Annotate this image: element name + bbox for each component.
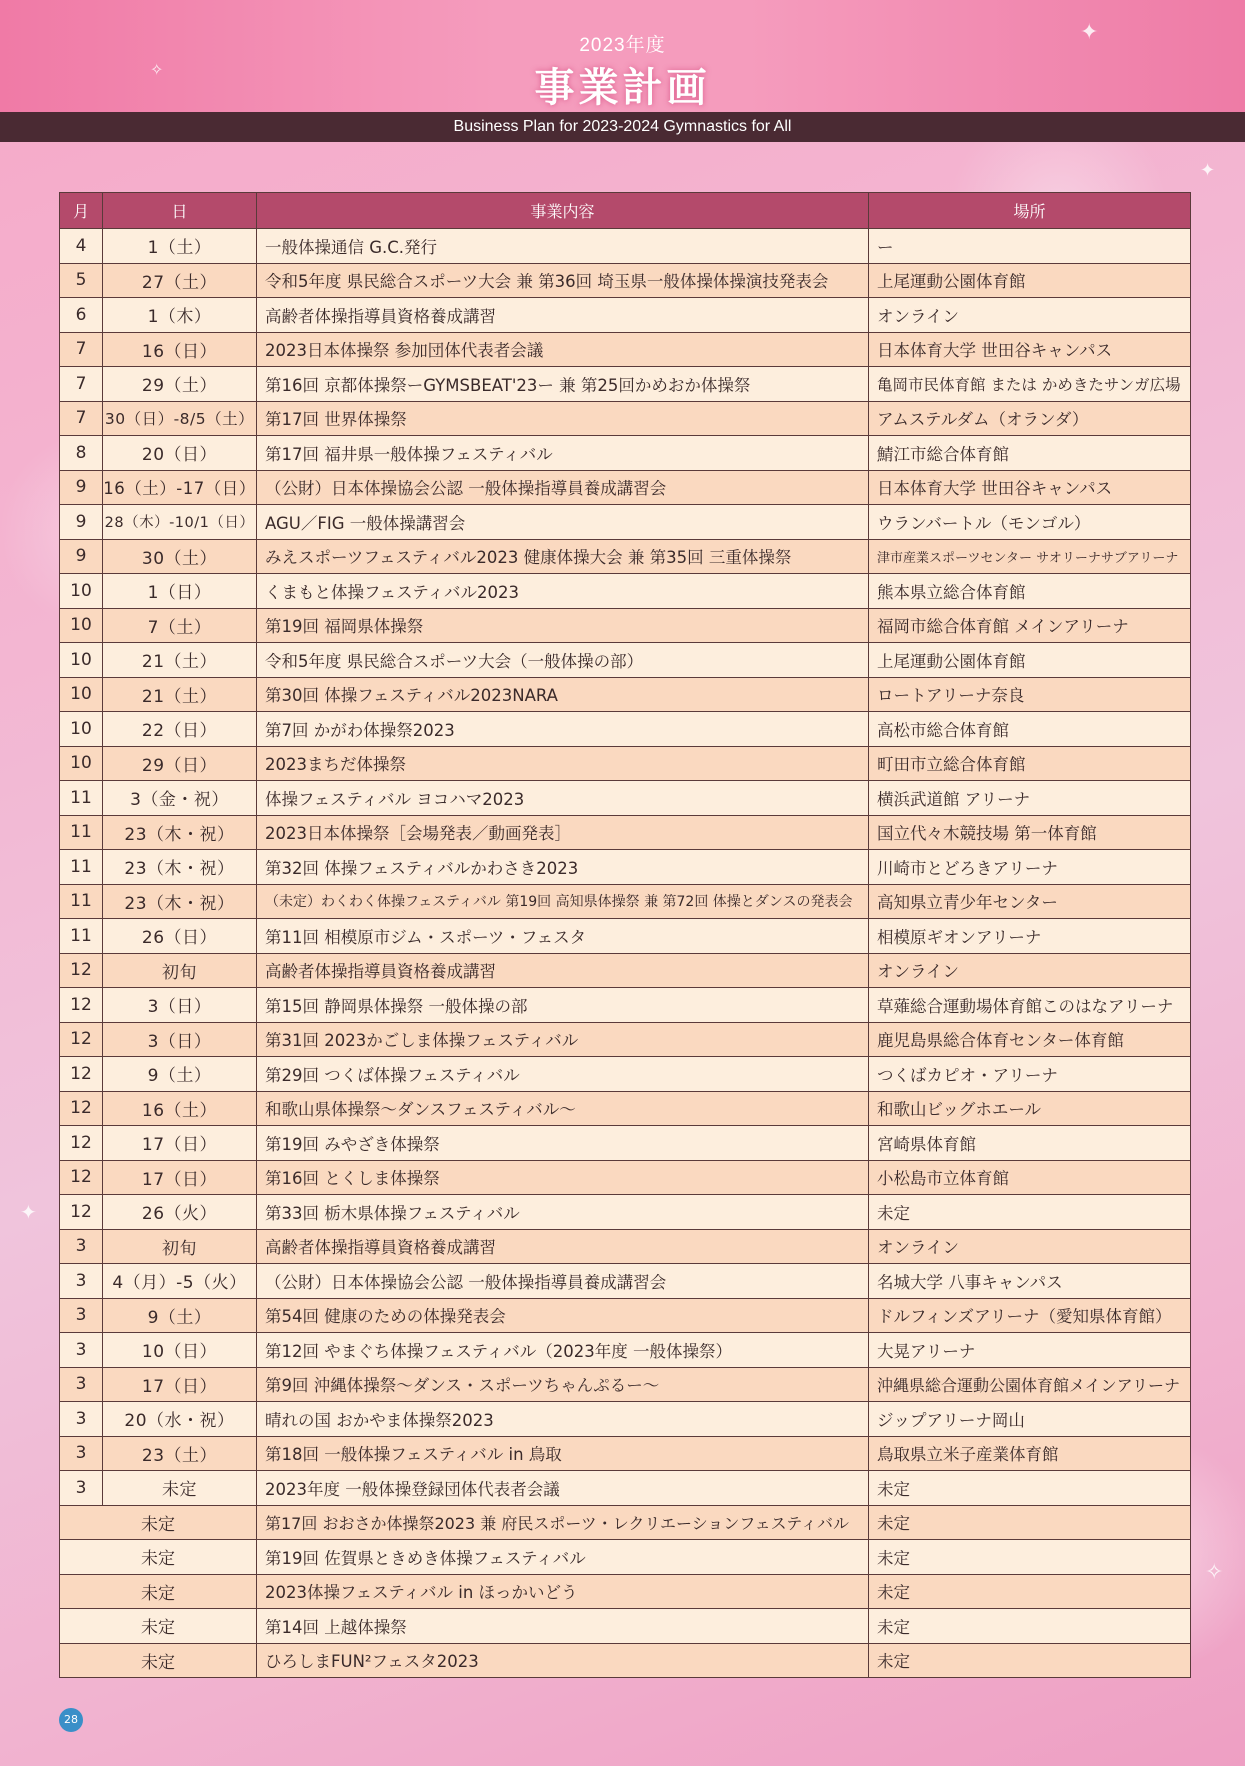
cell-day: 3（金・祝）: [103, 781, 257, 816]
fiscal-year: 2023年度: [579, 35, 666, 56]
table-row: [60, 1540, 1191, 1575]
table-row: [60, 988, 1191, 1023]
cell-month: 8: [60, 436, 103, 471]
cell-event: 第12回 やまぐち体操フェスティバル（2023年度 一般体操祭）: [257, 1333, 869, 1368]
sparkle-icon: ✦: [1080, 20, 1099, 45]
table-row: [60, 229, 1191, 264]
table-row: [60, 505, 1191, 540]
table-row: [60, 919, 1191, 954]
cell-day: 16（土）: [103, 1091, 257, 1126]
cell-month: 9: [60, 505, 103, 540]
cell-venue: 亀岡市民体育館 または かめきたサンガ広場: [869, 367, 1191, 402]
cell-venue: 川崎市とどろきアリーナ: [869, 850, 1191, 885]
cell-month: 10: [60, 677, 103, 712]
cell-month: 7: [60, 401, 103, 436]
cell-venue: 小松島市立体育館: [869, 1160, 1191, 1195]
table-row: [60, 1505, 1191, 1540]
cell-month: 11: [60, 815, 103, 850]
cell-event: 和歌山県体操祭〜ダンスフェスティバル〜: [257, 1091, 869, 1126]
cell-event: 第11回 相模原市ジム・スポーツ・フェスタ: [257, 919, 869, 954]
cell-event: ひろしまFUN²フェスタ2023: [257, 1643, 869, 1678]
cell-day: 23（木・祝）: [103, 850, 257, 885]
cell-venue: 草薙総合運動場体育館このはなアリーナ: [869, 988, 1191, 1023]
cell-month: 11: [60, 781, 103, 816]
table-row: [60, 884, 1191, 919]
cell-month: 12: [60, 988, 103, 1023]
table-row: [60, 1574, 1191, 1609]
cell-venue: ー: [869, 229, 1191, 264]
cell-month: 12: [60, 1195, 103, 1230]
cell-month: 12: [60, 1126, 103, 1161]
cell-venue: 横浜武道館 アリーナ: [869, 781, 1191, 816]
cell-month: 12: [60, 1022, 103, 1057]
table-row: [60, 1436, 1191, 1471]
cell-day: 9（土）: [103, 1298, 257, 1333]
cell-month: 11: [60, 884, 103, 919]
cell-month: 12: [60, 953, 103, 988]
cell-month: 9: [60, 470, 103, 505]
cell-date: 未定: [60, 1609, 257, 1644]
page-title: 事業計画: [534, 65, 711, 111]
cell-month: 4: [60, 229, 103, 264]
cell-venue: ロートアリーナ奈良: [869, 677, 1191, 712]
cell-venue: 熊本県立総合体育館: [869, 574, 1191, 609]
column-header-day: 日: [103, 193, 257, 229]
cell-event: 令和5年度 県民総合スポーツ大会 兼 第36回 埼玉県一般体操体操演技発表会: [257, 263, 869, 298]
table-body: [60, 229, 1191, 1678]
cell-venue: ジップアリーナ岡山: [869, 1402, 1191, 1437]
table-row: [60, 367, 1191, 402]
cell-day: 17（日）: [103, 1367, 257, 1402]
cell-event: 第17回 おおさか体操祭2023 兼 府民スポーツ・レクリエーションフェスティバル: [257, 1505, 869, 1540]
cell-venue: 上尾運動公園体育館: [869, 643, 1191, 678]
cell-day: 30（土）: [103, 539, 257, 574]
table-row: [60, 1298, 1191, 1333]
cell-month: 3: [60, 1402, 103, 1437]
cell-day: 21（土）: [103, 677, 257, 712]
table-row: [60, 815, 1191, 850]
cell-day: 21（土）: [103, 643, 257, 678]
table-row: [60, 1609, 1191, 1644]
table-row: [60, 1126, 1191, 1161]
cell-day: 初旬: [103, 953, 257, 988]
cell-event: 第19回 佐賀県ときめき体操フェスティバル: [257, 1540, 869, 1575]
cell-month: 10: [60, 608, 103, 643]
cell-venue: 鯖江市総合体育館: [869, 436, 1191, 471]
cell-month: 5: [60, 263, 103, 298]
cell-venue: 高知県立青少年センター: [869, 884, 1191, 919]
cell-day: 26（火）: [103, 1195, 257, 1230]
cell-day: 30（日）-8/5（土）: [103, 401, 257, 436]
table-row: [60, 746, 1191, 781]
business-plan-table: [59, 192, 1191, 1678]
cell-event: AGU／FIG 一般体操講習会: [257, 505, 869, 540]
cell-day: 16（日）: [103, 332, 257, 367]
cell-venue: 未定: [869, 1195, 1191, 1230]
cell-event: 高齢者体操指導員資格養成講習: [257, 298, 869, 333]
cell-day: 27（土）: [103, 263, 257, 298]
cell-day: 20（水・祝）: [103, 1402, 257, 1437]
cell-venue: 大晃アリーナ: [869, 1333, 1191, 1368]
cell-month: 10: [60, 712, 103, 747]
cell-event: 第32回 体操フェスティバルかわさき2023: [257, 850, 869, 885]
table-row: [60, 643, 1191, 678]
cell-event: 高齢者体操指導員資格養成講習: [257, 953, 869, 988]
cell-month: 3: [60, 1298, 103, 1333]
cell-month: 7: [60, 367, 103, 402]
cell-event: 高齢者体操指導員資格養成講習: [257, 1229, 869, 1264]
cell-venue: 未定: [869, 1609, 1191, 1644]
cell-venue: 和歌山ビッグホエール: [869, 1091, 1191, 1126]
cell-month: 12: [60, 1160, 103, 1195]
table-header-row: [60, 193, 1191, 229]
table-row: [60, 539, 1191, 574]
cell-date: 未定: [60, 1643, 257, 1678]
cell-event: 第54回 健康のための体操発表会: [257, 1298, 869, 1333]
cell-month: 12: [60, 1091, 103, 1126]
cell-day: 22（日）: [103, 712, 257, 747]
cell-venue: 上尾運動公園体育館: [869, 263, 1191, 298]
cell-day: 23（木・祝）: [103, 815, 257, 850]
table-row: [60, 1471, 1191, 1506]
cell-month: 3: [60, 1333, 103, 1368]
cell-venue: 宮崎県体育館: [869, 1126, 1191, 1161]
cell-day: 1（木）: [103, 298, 257, 333]
cell-venue: 津市産業スポーツセンター サオリーナサブアリーナ: [869, 539, 1191, 574]
cell-day: 16（土）-17（日）: [103, 470, 257, 505]
cell-venue: つくばカピオ・アリーナ: [869, 1057, 1191, 1092]
table-row: [60, 298, 1191, 333]
cell-month: 11: [60, 919, 103, 954]
column-header-venue: 場所: [869, 193, 1191, 229]
table-row: [60, 401, 1191, 436]
table-row: [60, 1195, 1191, 1230]
page-subtitle: Business Plan for 2023-2024 Gymnastics for All: [453, 118, 792, 135]
cell-month: 9: [60, 539, 103, 574]
cell-event: 第17回 世界体操祭: [257, 401, 869, 436]
cell-venue: 未定: [869, 1540, 1191, 1575]
table-row: [60, 850, 1191, 885]
cell-venue: 日本体育大学 世田谷キャンパス: [869, 470, 1191, 505]
cell-day: 17（日）: [103, 1126, 257, 1161]
cell-event: 第7回 かがわ体操祭2023: [257, 712, 869, 747]
table-row: [60, 1367, 1191, 1402]
cell-month: 11: [60, 850, 103, 885]
cell-event: 2023日本体操祭［会場発表／動画発表］: [257, 815, 869, 850]
cell-event: 第19回 みやざき体操祭: [257, 1126, 869, 1161]
cell-day: 3（日）: [103, 988, 257, 1023]
cell-day: 20（日）: [103, 436, 257, 471]
cell-event: 2023年度 一般体操登録団体代表者会議: [257, 1471, 869, 1506]
cell-day: 23（木・祝）: [103, 884, 257, 919]
cell-venue: 名城大学 八事キャンパス: [869, 1264, 1191, 1299]
table-row: [60, 1160, 1191, 1195]
table-row: [60, 1402, 1191, 1437]
cell-venue: 未定: [869, 1574, 1191, 1609]
cell-venue: 相模原ギオンアリーナ: [869, 919, 1191, 954]
cell-event: 2023日本体操祭 参加団体代表者会議: [257, 332, 869, 367]
cell-month: 10: [60, 574, 103, 609]
cell-event: 第29回 つくば体操フェスティバル: [257, 1057, 869, 1092]
cell-month: 12: [60, 1057, 103, 1092]
cell-event: 第15回 静岡県体操祭 一般体操の部: [257, 988, 869, 1023]
cell-event: 2023まちだ体操祭: [257, 746, 869, 781]
page-number: 28: [59, 1708, 83, 1732]
table-row: [60, 953, 1191, 988]
cell-date: 未定: [60, 1505, 257, 1540]
cell-day: 初旬: [103, 1229, 257, 1264]
cell-day: 9（土）: [103, 1057, 257, 1092]
cell-date: 未定: [60, 1540, 257, 1575]
cell-day: 3（日）: [103, 1022, 257, 1057]
table-row: [60, 574, 1191, 609]
cell-venue: アムステルダム（オランダ）: [869, 401, 1191, 436]
cell-venue: 国立代々木競技場 第一体育館: [869, 815, 1191, 850]
cell-day: 1（日）: [103, 574, 257, 609]
cell-venue: 日本体育大学 世田谷キャンパス: [869, 332, 1191, 367]
cell-day: 未定: [103, 1471, 257, 1506]
cell-day: 4（月）-5（火）: [103, 1264, 257, 1299]
table-row: [60, 677, 1191, 712]
cell-month: 10: [60, 746, 103, 781]
cell-event: 晴れの国 おかやま体操祭2023: [257, 1402, 869, 1437]
cell-venue: 未定: [869, 1505, 1191, 1540]
sparkle-icon: ✦: [20, 1200, 37, 1224]
table-row: [60, 1643, 1191, 1678]
cell-day: 26（日）: [103, 919, 257, 954]
table-row: [60, 1057, 1191, 1092]
cell-venue: 町田市立総合体育館: [869, 746, 1191, 781]
cell-event: 第14回 上越体操祭: [257, 1609, 869, 1644]
cell-venue: 沖縄県総合運動公園体育館メインアリーナ: [869, 1367, 1191, 1402]
table-row: [60, 332, 1191, 367]
cell-event: 第31回 2023かごしま体操フェスティバル: [257, 1022, 869, 1057]
cell-event: 第18回 一般体操フェスティバル in 鳥取: [257, 1436, 869, 1471]
cell-venue: 福岡市総合体育館 メインアリーナ: [869, 608, 1191, 643]
cell-event: 第30回 体操フェスティバル2023NARA: [257, 677, 869, 712]
cell-day: 17（日）: [103, 1160, 257, 1195]
cell-venue: オンライン: [869, 298, 1191, 333]
cell-event: 第17回 福井県一般体操フェスティバル: [257, 436, 869, 471]
cell-day: 29（土）: [103, 367, 257, 402]
cell-month: 3: [60, 1229, 103, 1264]
cell-venue: ウランバートル（モンゴル）: [869, 505, 1191, 540]
cell-date: 未定: [60, 1574, 257, 1609]
cell-month: 7: [60, 332, 103, 367]
cell-month: 3: [60, 1367, 103, 1402]
cell-month: 3: [60, 1436, 103, 1471]
table-row: [60, 1229, 1191, 1264]
table-row: [60, 1091, 1191, 1126]
table-row: [60, 436, 1191, 471]
cell-venue: オンライン: [869, 1229, 1191, 1264]
cell-venue: オンライン: [869, 953, 1191, 988]
cell-event: 令和5年度 県民総合スポーツ大会（一般体操の部）: [257, 643, 869, 678]
cell-venue: 未定: [869, 1471, 1191, 1506]
cell-day: 7（土）: [103, 608, 257, 643]
cell-event: 2023体操フェスティバル in ほっかいどう: [257, 1574, 869, 1609]
sparkle-icon: ✧: [1205, 1560, 1224, 1585]
cell-event: 第19回 福岡県体操祭: [257, 608, 869, 643]
cell-event: （公財）日本体操協会公認 一般体操指導員養成講習会: [257, 470, 869, 505]
cell-event: 第16回 とくしま体操祭: [257, 1160, 869, 1195]
sparkle-icon: ✦: [1200, 160, 1216, 181]
cell-day: 28（木）-10/1（日）: [103, 505, 257, 540]
cell-event: 第9回 沖縄体操祭〜ダンス・スポーツちゃんぷるー〜: [257, 1367, 869, 1402]
table-row: [60, 608, 1191, 643]
cell-event: 第16回 京都体操祭ーGYMSBEAT'23ー 兼 第25回かめおか体操祭: [257, 367, 869, 402]
cell-venue: 高松市総合体育館: [869, 712, 1191, 747]
cell-venue: 鳥取県立米子産業体育館: [869, 1436, 1191, 1471]
cell-venue: 鹿児島県総合体育センター体育館: [869, 1022, 1191, 1057]
column-header-month: 月: [60, 193, 103, 229]
cell-event: （公財）日本体操協会公認 一般体操指導員養成講習会: [257, 1264, 869, 1299]
cell-month: 10: [60, 643, 103, 678]
cell-event: くまもと体操フェスティバル2023: [257, 574, 869, 609]
sparkle-icon: ✧: [150, 60, 164, 79]
cell-event: （未定）わくわく体操フェスティバル 第19回 高知県体操祭 兼 第72回 体操とダンスの発表会: [257, 884, 869, 919]
cell-event: 一般体操通信 G.C.発行: [257, 229, 869, 264]
cell-month: 6: [60, 298, 103, 333]
table-row: [60, 1022, 1191, 1057]
table-row: [60, 1333, 1191, 1368]
cell-day: 23（土）: [103, 1436, 257, 1471]
table-row: [60, 470, 1191, 505]
table-row: [60, 263, 1191, 298]
cell-month: 3: [60, 1264, 103, 1299]
cell-event: 第33回 栃木県体操フェスティバル: [257, 1195, 869, 1230]
column-header-event: 事業内容: [257, 193, 869, 229]
cell-event: 体操フェスティバル ヨコハマ2023: [257, 781, 869, 816]
cell-day: 29（日）: [103, 746, 257, 781]
cell-day: 1（土）: [103, 229, 257, 264]
table-row: [60, 781, 1191, 816]
table-row: [60, 1264, 1191, 1299]
cell-venue: 未定: [869, 1643, 1191, 1678]
table-row: [60, 712, 1191, 747]
cell-day: 10（日）: [103, 1333, 257, 1368]
cell-event: みえスポーツフェスティバル2023 健康体操大会 兼 第35回 三重体操祭: [257, 539, 869, 574]
cell-venue: ドルフィンズアリーナ（愛知県体育館）: [869, 1298, 1191, 1333]
cell-month: 3: [60, 1471, 103, 1506]
